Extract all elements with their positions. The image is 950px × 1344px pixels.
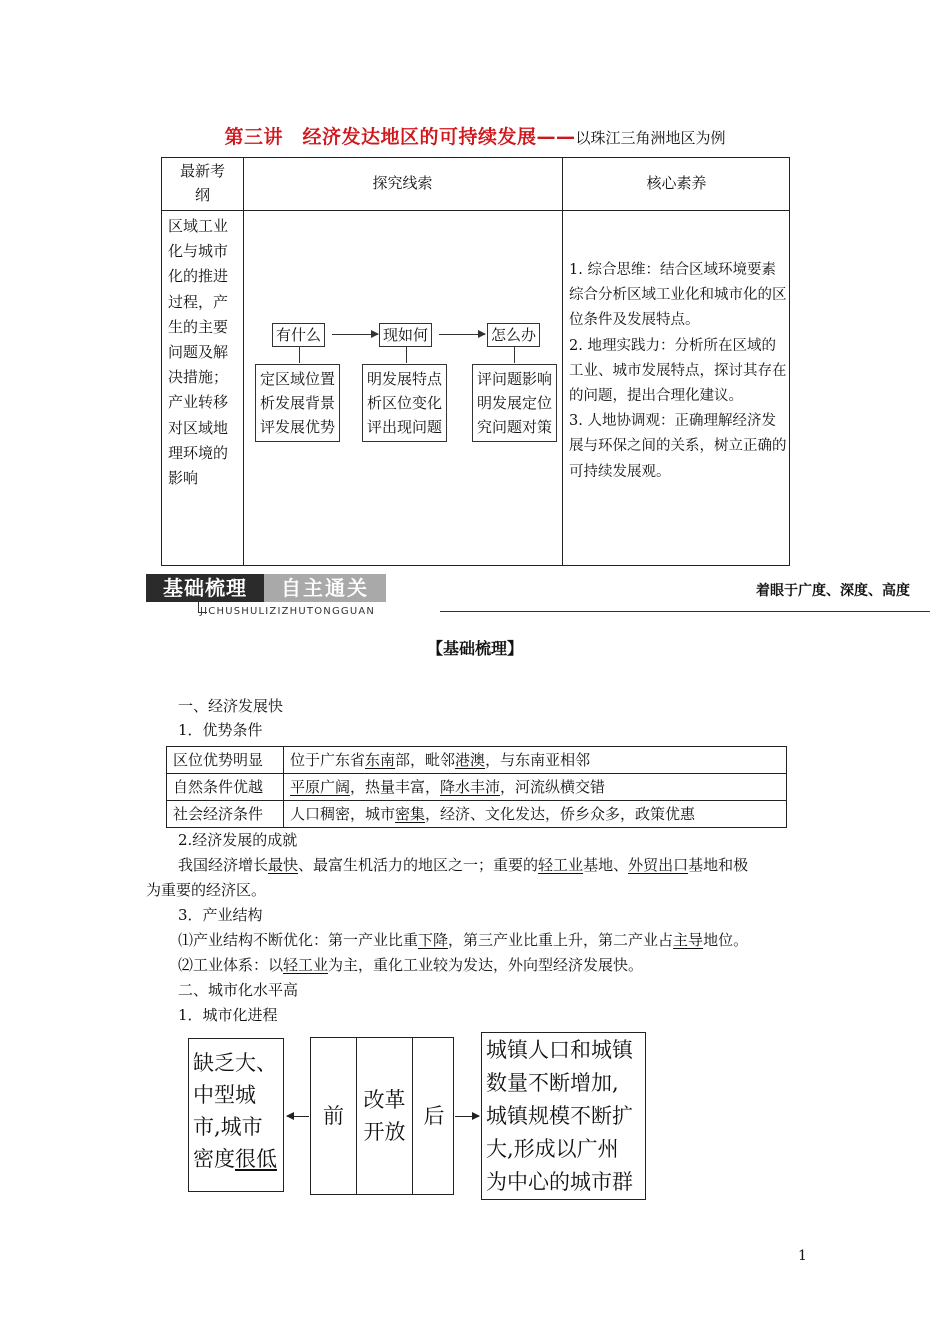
table-row: 区位优势明显 位于广东省东南部，毗邻港澳，与东南亚相邻 [167,747,787,774]
flow-box-3: 评问题影响 明发展定位 究问题对策 [472,364,557,442]
heading-1-1: 1．优势条件 [178,721,263,739]
diagram-before-box: 缺乏大、 中型城 市,城市 密度很低 [188,1038,284,1192]
diagram-reform: 改革 开放 [363,1088,406,1144]
banner-dark: 基础梳理 [146,574,264,602]
header-literacy: 核心素养 [646,174,707,192]
title-sub: 以珠江三角洲地区为例 [575,129,726,147]
literacy-list [569,258,787,485]
heading-2-1: 1．城市化进程 [178,1006,278,1024]
paragraph-1-cont: 为重要的经济区。 [146,881,267,899]
conditions-table [166,746,787,828]
heading-2: 二、城市化水平高 [178,981,299,999]
heading-1: 一、经济发展快 [178,697,284,715]
title-main: 第三讲 经济发达地区的可持续发展—— [224,126,576,148]
section-banner [146,574,386,602]
diagram-after-box: 城镇人口和城镇 数量不断增加, 城镇规模不断扩 大,形成以广州 为中心的城市群 [481,1032,646,1200]
flow-what: 有什么 [272,323,325,347]
literacy-item: 1. 综合思维：结合区域环境要素综合分析区域工业化和城市化的区位条件及发展特点。 [569,262,787,329]
divider [440,611,930,612]
banner-right: 着眼于广度、深度、高度 [756,583,910,599]
paragraph-2: ⑴产业结构不断优化：第一产业比重下降，第三产业比重上升，第二产业占主导地位。 [178,931,749,949]
paragraph-3: ⑵工业体系：以轻工业为主，重化工业较为发达，外向型经济发展快。 [178,956,644,974]
flow-how: 怎么办 [487,323,540,347]
outline-text: 区域工业化与城市化的推进过程，产生的主要问题及解决措施；产业转移对区域地理环境的影响 [168,217,229,488]
heading-1-3: 3．产业结构 [178,906,263,924]
heading-1-2: 2.经济发展的成就 [178,831,298,849]
literacy-item: 2. 地理实践力：分析所在区域的工业、城市发展特点，探讨其存在的问题，提出合理化建议。 [569,337,787,405]
flow-box-2: 明发展特点 析区位变化 评出现问题 [362,364,447,442]
arrow-left-icon [287,1116,309,1117]
overview-table [161,157,790,566]
flow-box-1: 定区域位置 析发展背景 评发展优势 [255,364,340,442]
page-number: 1 [798,1248,807,1264]
table-row: 社会经济条件 人口稠密，城市密集，经济、文化发达，侨乡众多，政策优惠 [167,801,787,828]
literacy-item: 3. 人地协调观：正确理解经济发展与环保之间的关系，树立正确的可持续发展观。 [569,413,787,480]
section-title: 【基础梳理】 [426,639,523,658]
table-row: 自然条件优越 平原广阔，热量丰富，降水丰沛，河流纵横交错 [167,774,787,801]
banner-pinyin: JICHUSHULIZIZHUTONGGUAN [200,606,376,617]
header-clue: 探究线索 [372,174,433,192]
page-title [0,124,950,151]
diagram-before: 前 [323,1104,344,1128]
paragraph-1: 我国经济增长最快、最富生机活力的地区之一；重要的轻工业基地、外贸出口基地和极 [178,856,749,874]
arrow-right-icon [455,1116,479,1117]
diagram-after: 后 [423,1104,445,1128]
header-outline: 最新考纲 [179,162,225,204]
banner-light: 自主通关 [264,574,386,602]
flow-now: 现如何 [379,323,432,347]
diagram-reform-box [310,1037,454,1195]
